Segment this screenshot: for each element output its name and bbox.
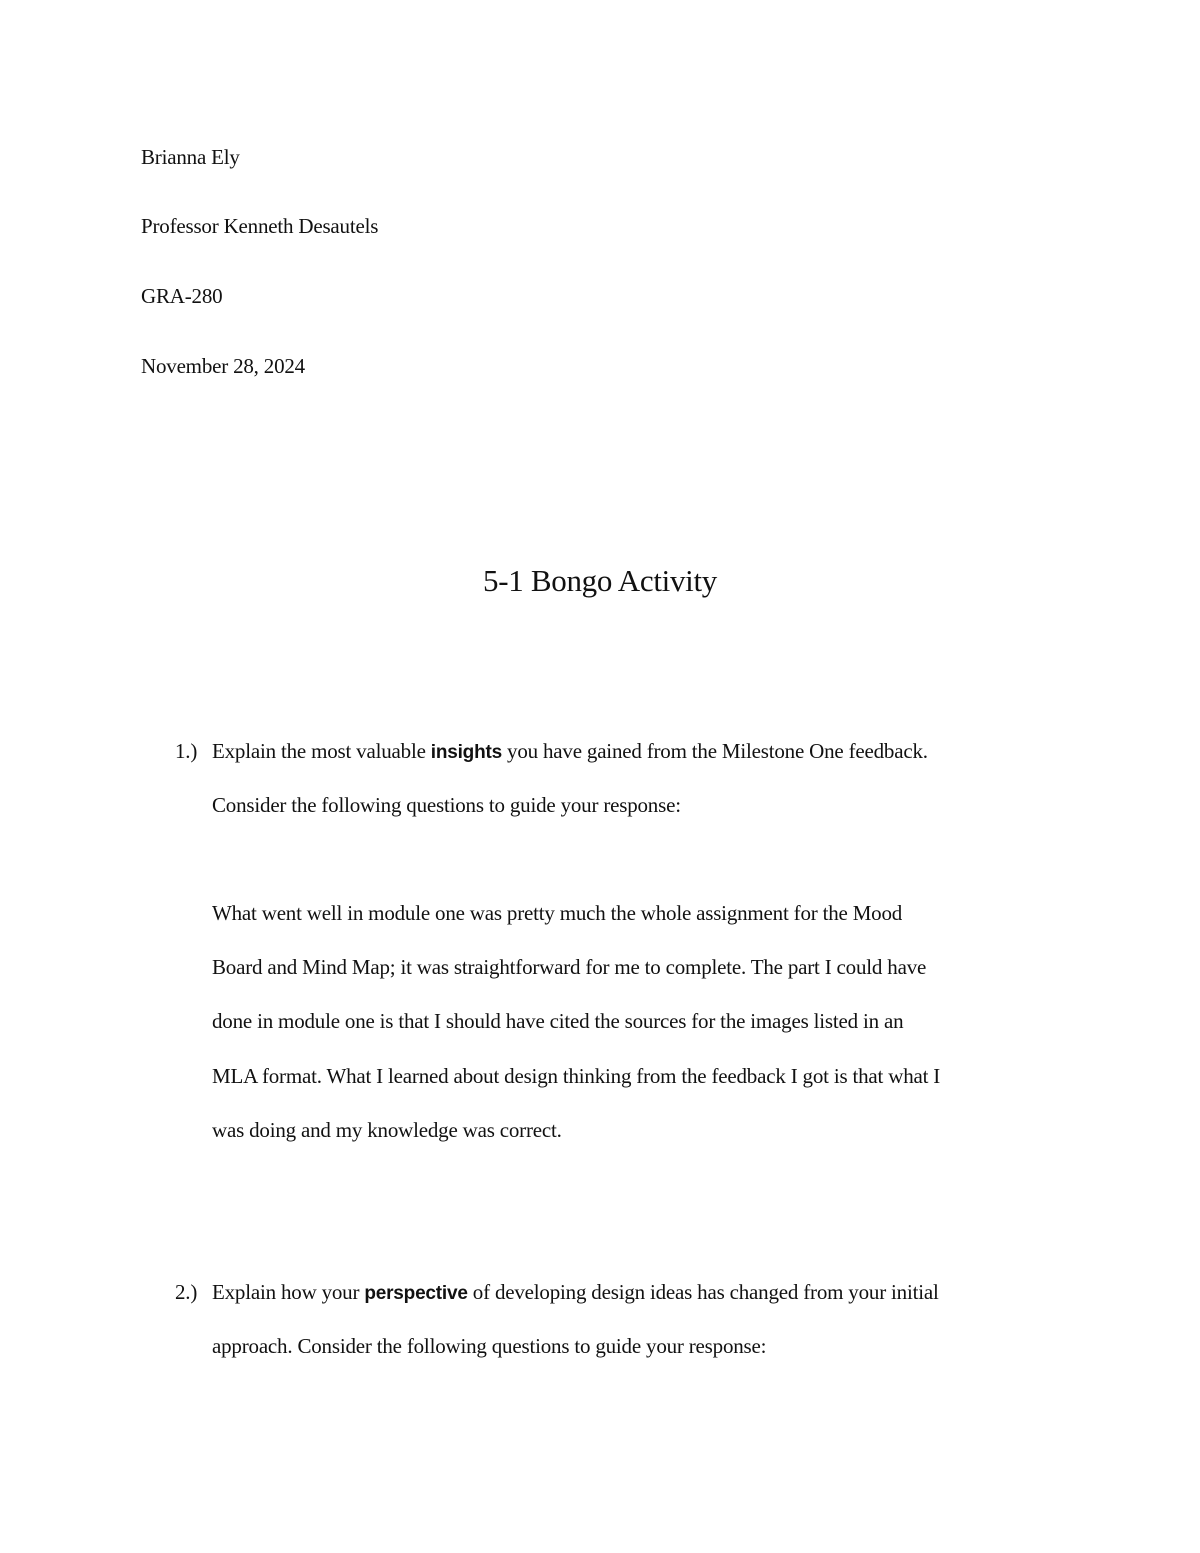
- answer-line: What went well in module one was pretty much the whole assignment for the Mood: [212, 901, 903, 925]
- document-title: 5-1 Bongo Activity: [483, 563, 717, 598]
- answer-line: done in module one is that I should have cited the sources for the images listed in an: [212, 1009, 904, 1033]
- student-name: Brianna Ely: [141, 145, 240, 169]
- question-number: 2.): [175, 1280, 198, 1304]
- answer-line: MLA format. What I learned about design thinking from the feedback I got is that what I: [212, 1064, 941, 1088]
- answer-line: Board and Mind Map; it was straightforward for me to complete. The part I could have: [212, 955, 927, 979]
- question-text-line: Consider the following questions to guide your response:: [212, 793, 681, 817]
- question-number: 1.): [175, 739, 198, 763]
- question-text-line: Explain the most valuable insights you have gained from the Milestone One feedback.: [212, 739, 928, 763]
- document-date: November 28, 2024: [141, 354, 305, 378]
- course-code: GRA-280: [141, 284, 223, 308]
- emphasized-term: perspective: [364, 1283, 468, 1304]
- question-text-line: Explain how your perspective of developing design ideas has changed from your initial: [212, 1280, 939, 1304]
- answer-line: was doing and my knowledge was correct.: [212, 1118, 562, 1142]
- professor-name: Professor Kenneth Desautels: [141, 214, 379, 238]
- question-text-line: approach. Consider the following questions to guide your response:: [212, 1334, 767, 1358]
- emphasized-term: insights: [430, 742, 502, 763]
